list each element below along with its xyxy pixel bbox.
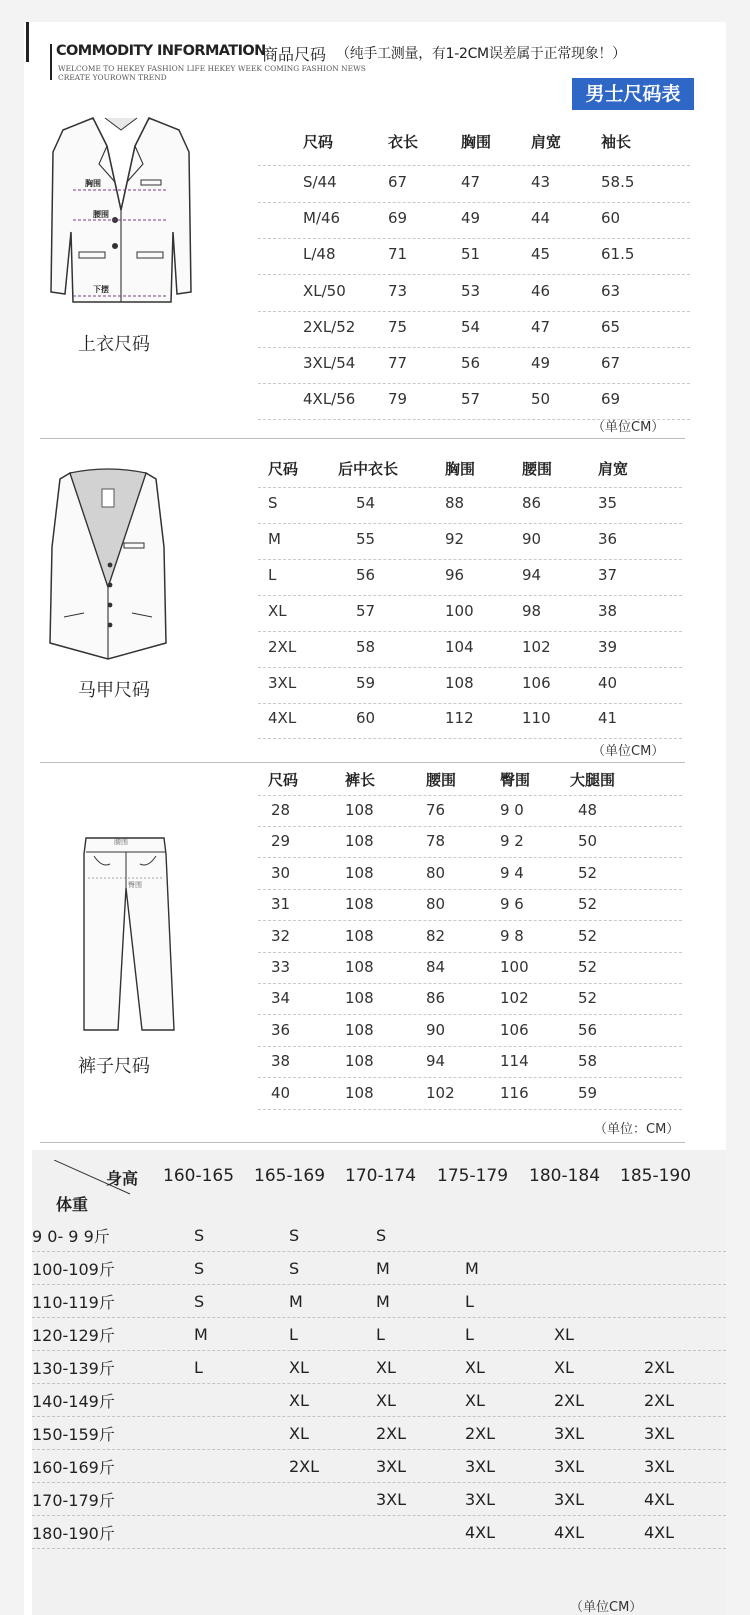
jacket-table-cell: 51 bbox=[461, 245, 481, 264]
weight-range-label: 180-190斤 bbox=[32, 1524, 115, 1543]
row-divider bbox=[258, 311, 690, 312]
vest-table-cell: S bbox=[268, 494, 278, 512]
pants-col-header: 腰围 bbox=[426, 771, 457, 789]
jacket-table-cell: 47 bbox=[531, 317, 551, 336]
vest-table-cell: 58 bbox=[356, 637, 376, 656]
pants-label-waist: 腰围 bbox=[114, 838, 128, 846]
size-recommendation-panel bbox=[32, 1150, 726, 1615]
recommended-size: M bbox=[376, 1292, 390, 1311]
recommended-size: 3XL bbox=[376, 1490, 407, 1509]
jacket-table-cell: 53 bbox=[461, 281, 481, 300]
pants-table-cell: 9 4 bbox=[500, 863, 524, 882]
vest-table-cell: 35 bbox=[598, 494, 618, 512]
pants-table-cell: 32 bbox=[271, 926, 291, 945]
pants-table-cell: 78 bbox=[426, 832, 446, 851]
row-divider bbox=[258, 559, 682, 560]
vest-table-cell: 2XL bbox=[268, 637, 297, 656]
jacket-table-cell: 58.5 bbox=[601, 173, 635, 191]
vest-table-cell: 104 bbox=[445, 637, 474, 656]
height-label: 身高 bbox=[106, 1169, 139, 1188]
row-divider bbox=[258, 983, 682, 984]
row-divider bbox=[258, 826, 682, 827]
vest-icon bbox=[46, 467, 170, 667]
pants-table-cell: 52 bbox=[578, 895, 598, 914]
pants-unit: （单位：CM） bbox=[594, 1122, 680, 1137]
row-divider bbox=[258, 202, 690, 203]
row-divider bbox=[258, 1046, 682, 1047]
recommended-size: M bbox=[194, 1325, 208, 1344]
pants-table-cell: 50 bbox=[578, 832, 598, 851]
pants-table-cell: 28 bbox=[271, 801, 291, 819]
recommended-size: L bbox=[376, 1325, 385, 1344]
pants-table-cell: 108 bbox=[345, 1083, 374, 1102]
section-divider bbox=[40, 762, 685, 763]
pants-table-cell: 108 bbox=[345, 926, 374, 945]
jacket-caption: 上衣尺码 bbox=[78, 334, 150, 355]
recommended-size: XL bbox=[465, 1391, 485, 1410]
pants-caption: 裤子尺码 bbox=[78, 1056, 150, 1077]
recommended-size: 4XL bbox=[644, 1490, 675, 1509]
recommended-size: 3XL bbox=[554, 1490, 585, 1509]
row-divider bbox=[258, 595, 682, 596]
height-range-header: 165-169 bbox=[254, 1166, 326, 1186]
row-divider bbox=[258, 347, 690, 348]
recommended-size: 2XL bbox=[465, 1424, 496, 1443]
pants-table-cell: 9 6 bbox=[500, 895, 524, 914]
jacket-table-cell: 2XL/52 bbox=[303, 317, 356, 336]
recommended-size: L bbox=[289, 1325, 298, 1344]
pants-table-cell: 52 bbox=[578, 863, 598, 882]
height-range-header: 170-174 bbox=[345, 1166, 417, 1186]
pants-table-cell: 9 8 bbox=[500, 926, 524, 945]
jacket-table-cell: 67 bbox=[601, 354, 621, 372]
vest-table-cell: XL bbox=[268, 601, 287, 620]
row-divider bbox=[258, 703, 682, 704]
pants-table-cell: 100 bbox=[500, 958, 529, 976]
vest-table-cell: 59 bbox=[356, 673, 376, 692]
pants-table-cell: 33 bbox=[271, 958, 291, 976]
recommended-size: 4XL bbox=[465, 1523, 496, 1542]
recommended-size: S bbox=[289, 1226, 300, 1245]
pants-table-cell: 86 bbox=[426, 989, 446, 1008]
vest-table-cell: 108 bbox=[445, 673, 474, 692]
recommended-size: 3XL bbox=[554, 1457, 585, 1476]
pants-table-cell: 36 bbox=[271, 1020, 291, 1039]
pants-table-cell: 108 bbox=[345, 895, 374, 914]
vest-table-cell: 37 bbox=[598, 565, 618, 584]
header-accent-bar bbox=[26, 22, 29, 62]
vest-table-cell: 86 bbox=[522, 494, 542, 512]
vest-table-cell: 102 bbox=[522, 637, 551, 656]
pants-label-hip: 臀围 bbox=[128, 881, 142, 889]
jacket-icon bbox=[45, 112, 195, 312]
jacket-table-cell: 75 bbox=[388, 317, 408, 336]
recommended-size: 2XL bbox=[644, 1358, 675, 1377]
pants-table-cell: 80 bbox=[426, 895, 446, 914]
pants-table-cell: 108 bbox=[345, 801, 374, 819]
recommended-size: M bbox=[289, 1292, 303, 1311]
pants-table-cell: 38 bbox=[271, 1052, 291, 1071]
recommended-size: 3XL bbox=[465, 1490, 496, 1509]
recommended-size: 4XL bbox=[554, 1523, 585, 1542]
vest-table-cell: 88 bbox=[445, 494, 465, 512]
jacket-table-cell: 49 bbox=[461, 209, 481, 228]
jacket-table-cell: 46 bbox=[531, 281, 551, 300]
jacket-table-cell: 63 bbox=[601, 281, 621, 300]
header-subtitle-1: WELCOME TO HEKEY FASHION LIFE HEKEY WEEK COMING FASHION NEWS bbox=[58, 64, 366, 73]
row-divider bbox=[258, 274, 690, 275]
recommended-size: L bbox=[465, 1292, 474, 1311]
pants-illustration bbox=[80, 834, 180, 1034]
jacket-table-cell: 43 bbox=[531, 173, 551, 191]
jacket-table-cell: 4XL/56 bbox=[303, 390, 356, 409]
pants-table-cell: 9 0 bbox=[500, 801, 524, 819]
jacket-table-cell: 65 bbox=[601, 317, 621, 336]
recommended-size: XL bbox=[289, 1358, 309, 1377]
jacket-table-cell: 54 bbox=[461, 317, 481, 336]
vest-table-cell: 90 bbox=[522, 529, 542, 548]
row-divider bbox=[258, 795, 682, 796]
row-divider bbox=[258, 889, 682, 890]
pants-table-cell: 52 bbox=[578, 926, 598, 945]
pants-table-cell: 84 bbox=[426, 958, 446, 976]
header-left-bar bbox=[50, 44, 52, 80]
jacket-table-cell: 69 bbox=[388, 209, 408, 228]
jacket-label-chest: 胸围 bbox=[85, 179, 101, 188]
jacket-label-waist: 腰围 bbox=[93, 210, 109, 219]
pants-table-cell: 48 bbox=[578, 801, 598, 819]
row-divider bbox=[258, 857, 682, 858]
vest-table-cell: 60 bbox=[356, 709, 376, 728]
recommended-size: 3XL bbox=[554, 1424, 585, 1443]
pants-table-cell: 108 bbox=[345, 989, 374, 1008]
weight-range-label: 9 0- 9 9斤 bbox=[32, 1227, 110, 1246]
jacket-table-cell: XL/50 bbox=[303, 281, 346, 300]
pants-col-header: 尺码 bbox=[268, 771, 299, 789]
recommended-size: 3XL bbox=[465, 1457, 496, 1476]
row-divider bbox=[32, 1548, 726, 1549]
pants-col-header: 裤长 bbox=[345, 771, 376, 789]
pants-table-cell: 58 bbox=[578, 1052, 598, 1071]
jacket-table-cell: 44 bbox=[531, 209, 551, 228]
vest-table-cell: 57 bbox=[356, 601, 376, 620]
recommended-size: XL bbox=[376, 1358, 396, 1377]
recommended-size: 3XL bbox=[376, 1457, 407, 1476]
row-divider bbox=[258, 523, 682, 524]
weight-range-label: 140-149斤 bbox=[32, 1392, 115, 1411]
recommended-size: XL bbox=[465, 1358, 485, 1377]
jacket-table-cell: 60 bbox=[601, 209, 621, 228]
row-divider bbox=[32, 1383, 726, 1384]
row-divider bbox=[32, 1251, 726, 1252]
row-divider bbox=[258, 631, 682, 632]
recommended-size: M bbox=[465, 1259, 479, 1278]
row-divider bbox=[258, 667, 682, 668]
pants-col-header: 臀围 bbox=[500, 771, 531, 789]
pants-table-cell: 59 bbox=[578, 1083, 598, 1102]
pants-table-cell: 90 bbox=[426, 1020, 446, 1039]
jacket-table-cell: 77 bbox=[388, 354, 408, 372]
jacket-col-header: 肩宽 bbox=[531, 133, 562, 151]
recommended-size: 2XL bbox=[289, 1457, 320, 1476]
jacket-table-cell: 69 bbox=[601, 390, 621, 409]
pants-table-cell: 30 bbox=[271, 863, 291, 882]
vest-table-cell: 3XL bbox=[268, 673, 297, 692]
row-divider bbox=[32, 1350, 726, 1351]
section-divider bbox=[40, 1142, 685, 1143]
recommended-size: S bbox=[194, 1226, 205, 1245]
header-note: （纯手工测量，有1-2CM误差属于正常现象！） bbox=[336, 46, 626, 62]
recommended-size: XL bbox=[289, 1424, 309, 1443]
pants-table-cell: 108 bbox=[345, 863, 374, 882]
recommended-size: 4XL bbox=[644, 1523, 675, 1542]
jacket-table-cell: 73 bbox=[388, 281, 408, 300]
pants-table-cell: 76 bbox=[426, 801, 446, 819]
pants-table-cell: 108 bbox=[345, 832, 374, 851]
jacket-table-cell: L/48 bbox=[303, 245, 336, 264]
vest-table-cell: 112 bbox=[445, 709, 474, 728]
weight-range-label: 130-139斤 bbox=[32, 1359, 115, 1378]
pants-icon bbox=[80, 834, 180, 1034]
jacket-col-header: 袖长 bbox=[601, 133, 632, 151]
recommended-size: XL bbox=[376, 1391, 396, 1410]
vest-table-cell: M bbox=[268, 529, 281, 548]
vest-unit: （单位CM） bbox=[592, 744, 665, 759]
height-range-header: 175-179 bbox=[437, 1166, 509, 1186]
jacket-label-hem: 下摆 bbox=[93, 285, 109, 294]
vest-table-cell: 100 bbox=[445, 601, 474, 620]
vest-table-cell: 92 bbox=[445, 529, 465, 548]
recommended-size: S bbox=[194, 1259, 205, 1278]
row-divider bbox=[32, 1449, 726, 1450]
pants-col-header: 大腿围 bbox=[570, 771, 616, 789]
pants-table-cell: 80 bbox=[426, 863, 446, 882]
height-range-header: 180-184 bbox=[529, 1166, 601, 1186]
pants-table-cell: 82 bbox=[426, 926, 446, 945]
jacket-table-cell: S/44 bbox=[303, 173, 337, 191]
recommended-size: S bbox=[376, 1226, 387, 1245]
vest-table-cell: 54 bbox=[356, 494, 376, 512]
jacket-table-cell: 45 bbox=[531, 245, 551, 264]
vest-col-header: 胸围 bbox=[445, 460, 476, 478]
row-divider bbox=[258, 1077, 682, 1078]
jacket-table-cell: 67 bbox=[388, 173, 408, 191]
section-divider bbox=[40, 438, 685, 439]
recommended-size: 3XL bbox=[644, 1457, 675, 1476]
vest-table-cell: 55 bbox=[356, 529, 376, 548]
jacket-col-header: 衣长 bbox=[388, 133, 419, 151]
pants-table-cell: 52 bbox=[578, 989, 598, 1008]
recommended-size: 3XL bbox=[644, 1424, 675, 1443]
pants-table-cell: 34 bbox=[271, 989, 291, 1008]
pants-table-cell: 31 bbox=[271, 895, 291, 914]
jacket-unit: （单位CM） bbox=[592, 420, 665, 435]
vest-table-cell: 98 bbox=[522, 601, 542, 620]
header-title-en: COMMODITY INFORMATION bbox=[56, 43, 266, 59]
recommended-size: M bbox=[376, 1259, 390, 1278]
pants-table-cell: 108 bbox=[345, 1052, 374, 1071]
jacket-table-cell: 79 bbox=[388, 390, 408, 409]
row-divider bbox=[258, 920, 682, 921]
header-title-cn: 商品尺码 bbox=[262, 45, 327, 64]
pants-table-cell: 116 bbox=[500, 1083, 529, 1102]
recommended-size: XL bbox=[289, 1391, 309, 1410]
vest-table-cell: 56 bbox=[356, 565, 376, 584]
vest-col-header: 尺码 bbox=[268, 460, 299, 478]
vest-table-cell: L bbox=[268, 565, 277, 584]
recommended-size: 2XL bbox=[554, 1391, 585, 1410]
row-divider bbox=[258, 238, 690, 239]
row-divider bbox=[258, 952, 682, 953]
pants-table-cell: 106 bbox=[500, 1020, 529, 1039]
recommended-size: L bbox=[194, 1358, 203, 1377]
vest-col-header: 腰围 bbox=[522, 460, 553, 478]
jacket-col-header: 胸围 bbox=[461, 133, 492, 151]
pants-table-cell: 29 bbox=[271, 832, 291, 851]
row-divider bbox=[258, 1014, 682, 1015]
vest-table-cell: 106 bbox=[522, 673, 551, 692]
recommended-size: S bbox=[289, 1259, 300, 1278]
jacket-col-header: 尺码 bbox=[303, 133, 334, 151]
jacket-table-cell: 3XL/54 bbox=[303, 354, 356, 372]
jacket-table-cell: 50 bbox=[531, 390, 551, 409]
weight-range-label: 170-179斤 bbox=[32, 1491, 115, 1510]
pants-table-cell: 102 bbox=[500, 989, 529, 1008]
pants-table-cell: 9 2 bbox=[500, 832, 524, 851]
row-divider bbox=[32, 1284, 726, 1285]
weight-range-label: 100-109斤 bbox=[32, 1260, 115, 1279]
weight-range-label: 120-129斤 bbox=[32, 1326, 115, 1345]
jacket-table-cell: 56 bbox=[461, 354, 481, 372]
row-divider bbox=[32, 1515, 726, 1516]
jacket-table-cell: 49 bbox=[531, 354, 551, 372]
row-divider bbox=[32, 1482, 726, 1483]
size-chart-badge: 男士尺码表 bbox=[572, 78, 694, 110]
vest-caption: 马甲尺码 bbox=[78, 680, 150, 701]
jacket-illustration bbox=[45, 112, 195, 312]
recommended-size: L bbox=[465, 1325, 474, 1344]
pants-table-cell: 108 bbox=[345, 1020, 374, 1039]
pants-table-cell: 108 bbox=[345, 958, 374, 976]
vest-table-cell: 4XL bbox=[268, 709, 297, 728]
pants-table-cell: 40 bbox=[271, 1083, 291, 1102]
vest-table-cell: 96 bbox=[445, 565, 465, 584]
jacket-table-cell: 71 bbox=[388, 245, 408, 264]
row-divider bbox=[32, 1317, 726, 1318]
row-divider bbox=[258, 165, 690, 166]
row-divider bbox=[258, 383, 690, 384]
size-guide-unit: （单位CM） bbox=[570, 1600, 643, 1615]
vest-table-cell: 36 bbox=[598, 529, 618, 548]
pants-table-cell: 114 bbox=[500, 1052, 529, 1071]
weight-label: 体重 bbox=[56, 1195, 89, 1214]
weight-range-label: 160-169斤 bbox=[32, 1458, 115, 1477]
weight-range-label: 110-119斤 bbox=[32, 1293, 115, 1312]
pants-table-cell: 94 bbox=[426, 1052, 446, 1071]
vest-col-header: 肩宽 bbox=[598, 460, 629, 478]
pants-table-cell: 102 bbox=[426, 1083, 455, 1102]
row-divider bbox=[32, 1416, 726, 1417]
jacket-table-cell: M/46 bbox=[303, 209, 341, 228]
header-subtitle-2: CREATE YOUROWN TREND bbox=[58, 73, 167, 82]
vest-table-cell: 39 bbox=[598, 637, 618, 656]
jacket-table-cell: 61.5 bbox=[601, 245, 635, 264]
row-divider bbox=[258, 1109, 682, 1110]
weight-range-label: 150-159斤 bbox=[32, 1425, 115, 1444]
recommended-size: 2XL bbox=[644, 1391, 675, 1410]
recommended-size: XL bbox=[554, 1325, 574, 1344]
jacket-table-cell: 47 bbox=[461, 173, 481, 191]
pants-table-cell: 52 bbox=[578, 958, 598, 976]
recommended-size: 2XL bbox=[376, 1424, 407, 1443]
row-divider bbox=[258, 487, 682, 488]
vest-table-cell: 40 bbox=[598, 673, 618, 692]
height-range-header: 185-190 bbox=[620, 1166, 692, 1186]
recommended-size: S bbox=[194, 1292, 205, 1311]
recommended-size: XL bbox=[554, 1358, 574, 1377]
vest-table-cell: 94 bbox=[522, 565, 542, 584]
pants-table-cell: 56 bbox=[578, 1020, 598, 1039]
height-range-header: 160-165 bbox=[163, 1166, 235, 1186]
vest-illustration bbox=[46, 467, 170, 667]
vest-table-cell: 41 bbox=[598, 709, 618, 728]
vest-table-cell: 38 bbox=[598, 601, 618, 620]
jacket-table-cell: 57 bbox=[461, 390, 481, 409]
vest-table-cell: 110 bbox=[522, 709, 551, 728]
vest-col-header: 后中衣长 bbox=[338, 460, 399, 478]
